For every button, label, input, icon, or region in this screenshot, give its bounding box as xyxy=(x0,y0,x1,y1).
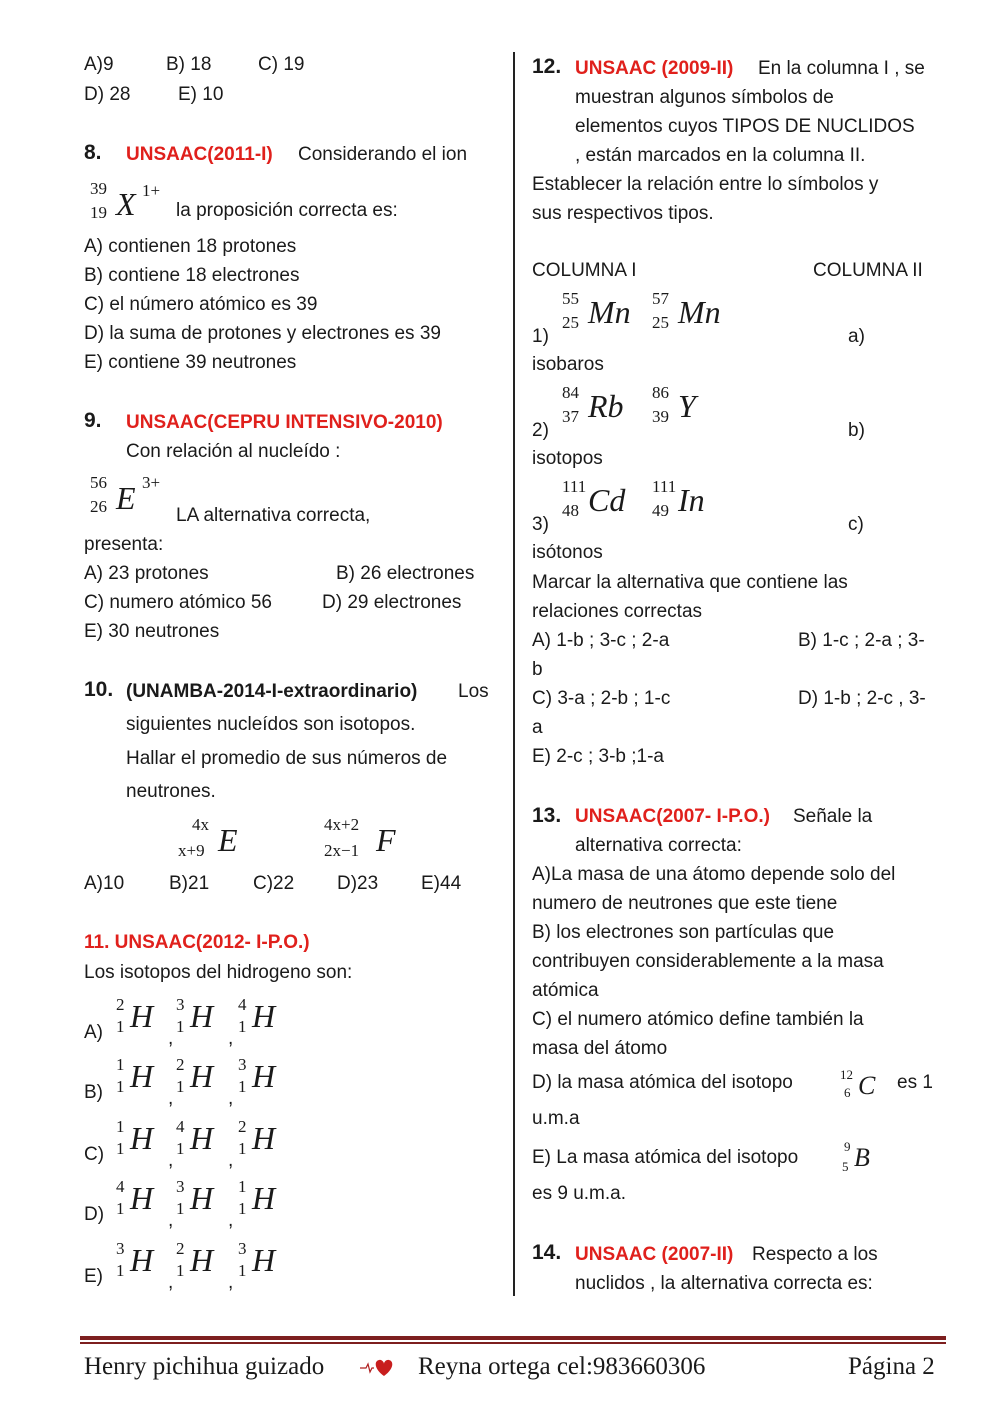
q11-nuclide-symbol: H xyxy=(252,1242,276,1278)
q9-option-d: D) 29 electrones xyxy=(322,592,462,613)
q12-nuclide-mass: 111 xyxy=(652,477,677,496)
q12-type-letter: c) xyxy=(848,514,864,535)
q11-nuclide-atomic: 1 xyxy=(238,1017,247,1036)
q12-line-1: muestran algunos símbolos de xyxy=(575,87,834,108)
q11-hydrogen-nuclide xyxy=(112,1178,172,1228)
q10-nuclide-f-atomic: 2x−1 xyxy=(324,841,360,860)
q8-ion-charge: 1+ xyxy=(142,181,161,200)
q12-nuclide-atomic: 39 xyxy=(652,407,669,426)
q12-nuclide-mass: 84 xyxy=(562,383,579,402)
q13-line-4: B) los electrones son partículas que xyxy=(532,922,835,943)
q9-stem2: presenta: xyxy=(84,534,164,555)
q7-option-c: C) 19 xyxy=(258,54,305,75)
footer-page-number: Página 2 xyxy=(848,1353,935,1380)
q9-ion-symbol: E xyxy=(116,480,136,516)
q14-line-1: nuclidos , la alternativa correcta es: xyxy=(575,1273,873,1294)
q12-nuclide-symbol: Rb xyxy=(588,388,624,424)
q12-line-0: En la columna I , se xyxy=(758,58,925,79)
q10-nuclide-e-mass: 4x xyxy=(192,815,209,834)
q11-separator-comma: , xyxy=(168,1150,174,1171)
q13-line-8: masa del átomo xyxy=(532,1038,668,1059)
q12-option-b: B) 1-c ; 2-a ; 3- xyxy=(798,630,925,651)
q12-number: 12. xyxy=(532,55,562,78)
q11-nuclide-mass: 2 xyxy=(238,1117,247,1136)
q9-ion-formula xyxy=(86,472,176,522)
q12-source: UNSAAC (2009-II) xyxy=(575,58,734,79)
q11-nuclide-symbol: H xyxy=(252,1120,276,1156)
q9-number: 9. xyxy=(84,409,102,432)
q7-option-d: D) 28 xyxy=(84,84,131,105)
q8-option-b: B) contiene 18 electrones xyxy=(84,265,300,286)
q12-nuclide-symbol: Cd xyxy=(588,482,626,518)
q10-option-a: A)10 xyxy=(84,873,125,894)
q13-line-2: A)La masa de una átomo depende solo del xyxy=(532,864,896,885)
q11-nuclide-mass: 3 xyxy=(176,995,185,1014)
q7-option-b: B) 18 xyxy=(166,54,212,75)
q8-option-d: D) la suma de protones y electrones es 39 xyxy=(84,323,441,344)
q11-hydrogen-nuclide xyxy=(112,996,172,1046)
q10-nuclide-e-symbol: E xyxy=(218,822,238,858)
q11-separator-comma: , xyxy=(168,1028,174,1049)
q12-type-name: isotopos xyxy=(532,448,603,469)
q10-option-d: D)23 xyxy=(337,873,379,894)
q10-line-2: Hallar el promedio de sus números de xyxy=(126,748,448,769)
q11-separator-comma: , xyxy=(168,1088,174,1109)
q9-ion-charge: 3+ xyxy=(142,473,161,492)
q8-ion-atomic: 19 xyxy=(90,203,107,222)
footer-rule-thin xyxy=(80,1342,946,1344)
q11-option-label: B) xyxy=(84,1082,103,1103)
q8-ion-mass: 39 xyxy=(90,179,107,198)
footer-author: Henry pichihua guizado xyxy=(84,1353,325,1380)
q11-nuclide-mass: 1 xyxy=(238,1177,247,1196)
q10-number: 10. xyxy=(84,678,114,701)
q11-hydrogen-nuclide xyxy=(172,1240,232,1290)
q12-nuclide-atomic: 25 xyxy=(652,313,669,332)
q11-nuclide-atomic: 1 xyxy=(176,1077,185,1096)
q11-nuclide-atomic: 1 xyxy=(176,1017,185,1036)
q12-option-a: A) 1-b ; 3-c ; 2-a xyxy=(532,630,670,651)
q11-nuclide-atomic: 1 xyxy=(238,1139,247,1158)
q10-option-e: E)44 xyxy=(421,873,462,894)
q12-nuclide-atomic: 25 xyxy=(562,313,579,332)
column-divider xyxy=(513,52,515,1296)
q11-nuclide-mass: 3 xyxy=(238,1239,247,1258)
q12-nuclide-symbol: Mn xyxy=(678,294,721,330)
q13-line-5: contribuyen considerablemente a la masa xyxy=(532,951,884,972)
q11-hydrogen-nuclide xyxy=(234,1178,294,1228)
q13-carbon-12 xyxy=(840,1066,890,1116)
q11-nuclide-mass: 1 xyxy=(116,1117,125,1136)
q11-hydrogen-nuclide xyxy=(172,1118,232,1168)
q13-source: UNSAAC(2007- I-P.O.) xyxy=(575,806,770,827)
q7-option-e: E) 10 xyxy=(178,84,224,105)
q8-stem: Considerando el ion xyxy=(298,144,468,165)
q12-nuclide-symbol: Mn xyxy=(588,294,631,330)
q12-nuclide-symbol: Y xyxy=(678,388,696,424)
q10-nuclide-e xyxy=(176,814,256,864)
q12-pair-label: 2) xyxy=(532,420,549,441)
q12-option-d: D) 1-b ; 2-c , 3- xyxy=(798,688,926,709)
q12-nuclide-mass: 111 xyxy=(562,477,587,496)
q11-nuclide-atomic: 1 xyxy=(238,1199,247,1218)
q13-b9-symbol: B xyxy=(854,1143,870,1172)
q12-nuclide-mass: 57 xyxy=(652,289,669,308)
q12-line-3: , están marcados en la columna II. xyxy=(575,145,866,166)
q11-nuclide-atomic: 1 xyxy=(238,1077,247,1096)
q11-nuclide-atomic: 1 xyxy=(116,1017,125,1036)
heart-icon xyxy=(360,1356,396,1384)
q10-nuclide-e-atomic: x+9 xyxy=(178,841,205,860)
q13-line-10: es 1 xyxy=(897,1072,933,1093)
q8-number: 8. xyxy=(84,141,102,164)
q9-after-ion: LA alternativa correcta, xyxy=(176,505,371,526)
q12-nuclide xyxy=(558,288,648,338)
q10-line-3: neutrones. xyxy=(126,781,216,802)
q11-nuclide-symbol: H xyxy=(190,1120,214,1156)
q11-nuclide-atomic: 1 xyxy=(116,1077,125,1096)
q11-hydrogen-nuclide xyxy=(234,1118,294,1168)
q11-hydrogen-nuclide xyxy=(172,1178,232,1228)
q10-nuclide-f-symbol: F xyxy=(376,822,396,858)
q11-nuclide-mass: 2 xyxy=(176,1055,185,1074)
q11-nuclide-atomic: 1 xyxy=(116,1199,125,1218)
q11-separator-comma: , xyxy=(228,1210,234,1231)
q11-hydrogen-nuclide xyxy=(172,1056,232,1106)
q12-column-1-header: COLUMNA I xyxy=(532,260,637,281)
q11-nuclide-mass: 3 xyxy=(176,1177,185,1196)
q13-line-11: u.m.a xyxy=(532,1108,580,1129)
q12-option-d-wrap: a xyxy=(532,717,543,738)
q11-hydrogen-nuclide xyxy=(112,1118,172,1168)
q12-prompt-0: Marcar la alternativa que contiene las xyxy=(532,572,848,593)
q9-stem: Con relación al nucleído : xyxy=(126,441,341,462)
q12-nuclide-mass: 55 xyxy=(562,289,579,308)
q11-nuclide-mass: 2 xyxy=(176,1239,185,1258)
q11-hydrogen-nuclide xyxy=(172,996,232,1046)
q11-nuclide-mass: 4 xyxy=(116,1177,125,1196)
q11-nuclide-atomic: 1 xyxy=(116,1139,125,1158)
q11-nuclide-atomic: 1 xyxy=(116,1261,125,1280)
q13-boron-9 xyxy=(840,1138,890,1188)
q12-nuclide xyxy=(648,476,738,526)
q12-type-letter: b) xyxy=(848,420,865,441)
q11-nuclide-symbol: H xyxy=(130,1242,154,1278)
q12-option-c: C) 3-a ; 2-b ; 1-c xyxy=(532,688,671,709)
q11-nuclide-symbol: H xyxy=(252,1180,276,1216)
q12-nuclide-atomic: 49 xyxy=(652,501,669,520)
q9-ion-atomic: 26 xyxy=(90,497,107,516)
q12-nuclide xyxy=(558,476,648,526)
q12-nuclide-mass: 86 xyxy=(652,383,669,402)
q11-nuclide-atomic: 1 xyxy=(176,1261,185,1280)
q8-after-ion: la proposición correcta es: xyxy=(176,200,398,221)
q11-hydrogen-nuclide xyxy=(112,1240,172,1290)
q14-line-0: Respecto a los xyxy=(752,1244,878,1265)
q11-nuclide-mass: 4 xyxy=(176,1117,185,1136)
q12-line-5: sus respectivos tipos. xyxy=(532,203,714,224)
q10-nuclide-f xyxy=(324,814,414,864)
q11-nuclide-symbol: H xyxy=(190,1180,214,1216)
q11-option-label: E) xyxy=(84,1266,103,1287)
q12-type-name: isótonos xyxy=(532,542,603,563)
q12-nuclide xyxy=(558,382,648,432)
q13-line-1: alternativa correcta: xyxy=(575,835,742,856)
q13-line-0: Señale la xyxy=(793,806,873,827)
q11-option-label: A) xyxy=(84,1022,103,1043)
q9-option-e: E) 30 neutrones xyxy=(84,621,220,642)
q14-number: 14. xyxy=(532,1241,562,1264)
footer-contact: Reyna ortega cel:983660306 xyxy=(418,1353,706,1380)
q8-ion-symbol: X xyxy=(116,186,136,222)
q12-nuclide xyxy=(648,382,738,432)
q11-nuclide-symbol: H xyxy=(252,1058,276,1094)
q13-c12-mass: 12 xyxy=(840,1067,853,1082)
q11-title: 11. UNSAAC(2012- I-P.O.) xyxy=(84,932,310,953)
q11-nuclide-mass: 2 xyxy=(116,995,125,1014)
q11-nuclide-symbol: H xyxy=(190,1058,214,1094)
q13-c12-symbol: C xyxy=(858,1071,876,1100)
q13-line-13: es 9 u.m.a. xyxy=(532,1183,626,1204)
q11-option-label: C) xyxy=(84,1144,105,1165)
q11-nuclide-symbol: H xyxy=(190,998,214,1034)
q8-option-a: A) contienen 18 protones xyxy=(84,236,297,257)
q12-pair-label: 1) xyxy=(532,326,549,347)
q11-nuclide-symbol: H xyxy=(130,1058,154,1094)
q13-b9-mass: 9 xyxy=(844,1139,851,1154)
q10-line-0: Los xyxy=(458,681,489,702)
q7-option-a: A)9 xyxy=(84,54,114,75)
q11-separator-comma: , xyxy=(228,1272,234,1293)
q12-prompt-1: relaciones correctas xyxy=(532,601,703,622)
q10-option-c: C)22 xyxy=(253,873,295,894)
q12-nuclide-atomic: 48 xyxy=(562,501,579,520)
q9-ion-mass: 56 xyxy=(90,473,107,492)
q13-line-12: E) La masa atómica del isotopo xyxy=(532,1147,799,1168)
q11-nuclide-symbol: H xyxy=(130,998,154,1034)
q13-b9-atomic: 5 xyxy=(842,1159,849,1174)
q12-nuclide-atomic: 37 xyxy=(562,407,579,426)
q8-ion-formula xyxy=(86,178,176,228)
q11-stem: Los isotopos del hidrogeno son: xyxy=(84,962,353,983)
q12-column-2-header: COLUMNA II xyxy=(813,260,923,281)
q8-option-e: E) contiene 39 neutrones xyxy=(84,352,297,373)
q10-option-b: B)21 xyxy=(169,873,210,894)
q13-line-9: D) la masa atómica del isotopo xyxy=(532,1072,793,1093)
footer-rule-thick xyxy=(80,1336,946,1340)
q9-option-c: C) numero atómico 56 xyxy=(84,592,272,613)
q11-separator-comma: , xyxy=(228,1028,234,1049)
q12-option-e: E) 2-c ; 3-b ;1-a xyxy=(532,746,664,767)
q11-hydrogen-nuclide xyxy=(234,1056,294,1106)
q11-nuclide-symbol: H xyxy=(252,998,276,1034)
q12-option-b-wrap: b xyxy=(532,659,543,680)
q12-line-4: Establecer la relación entre lo símbolos y xyxy=(532,174,879,195)
q11-nuclide-symbol: H xyxy=(190,1242,214,1278)
q11-hydrogen-nuclide xyxy=(234,1240,294,1290)
q9-option-b: B) 26 electrones xyxy=(336,563,475,584)
q9-option-a: A) 23 protones xyxy=(84,563,209,584)
q11-nuclide-mass: 1 xyxy=(116,1055,125,1074)
q12-type-letter: a) xyxy=(848,326,865,347)
q11-separator-comma: , xyxy=(168,1272,174,1293)
q13-line-7: C) el numero atómico define también la xyxy=(532,1009,864,1030)
q8-option-c: C) el número atómico es 39 xyxy=(84,294,318,315)
q11-nuclide-mass: 4 xyxy=(238,995,247,1014)
q10-line-1: siguientes nucleídos son isotopos. xyxy=(126,714,416,735)
q10-nuclide-f-mass: 4x+2 xyxy=(324,815,360,834)
q11-nuclide-mass: 3 xyxy=(238,1055,247,1074)
q11-separator-comma: , xyxy=(168,1210,174,1231)
q11-nuclide-symbol: H xyxy=(130,1180,154,1216)
q11-separator-comma: , xyxy=(228,1088,234,1109)
q12-nuclide xyxy=(648,288,738,338)
q13-line-6: atómica xyxy=(532,980,599,1001)
q11-nuclide-atomic: 1 xyxy=(176,1199,185,1218)
q11-nuclide-symbol: H xyxy=(130,1120,154,1156)
q11-option-label: D) xyxy=(84,1204,105,1225)
q11-separator-comma: , xyxy=(228,1150,234,1171)
q11-hydrogen-nuclide xyxy=(112,1056,172,1106)
q11-nuclide-mass: 3 xyxy=(116,1239,125,1258)
q11-nuclide-atomic: 1 xyxy=(238,1261,247,1280)
q14-source: UNSAAC (2007-II) xyxy=(575,1244,734,1265)
q9-source: UNSAAC(CEPRU INTENSIVO-2010) xyxy=(126,412,443,433)
q8-source: UNSAAC(2011-I) xyxy=(126,144,273,165)
q12-line-2: elementos cuyos TIPOS DE NUCLIDOS xyxy=(575,116,915,137)
q12-pair-label: 3) xyxy=(532,514,549,535)
q13-number: 13. xyxy=(532,804,562,827)
q11-hydrogen-nuclide xyxy=(234,996,294,1046)
q11-nuclide-atomic: 1 xyxy=(176,1139,185,1158)
q10-source: (UNAMBA-2014-I-extraordinario) xyxy=(126,681,418,702)
q12-type-name: isobaros xyxy=(532,354,604,375)
q13-line-3: numero de neutrones que este tiene xyxy=(532,893,838,914)
q13-c12-atomic: 6 xyxy=(844,1085,851,1100)
q12-nuclide-symbol: In xyxy=(678,482,705,518)
